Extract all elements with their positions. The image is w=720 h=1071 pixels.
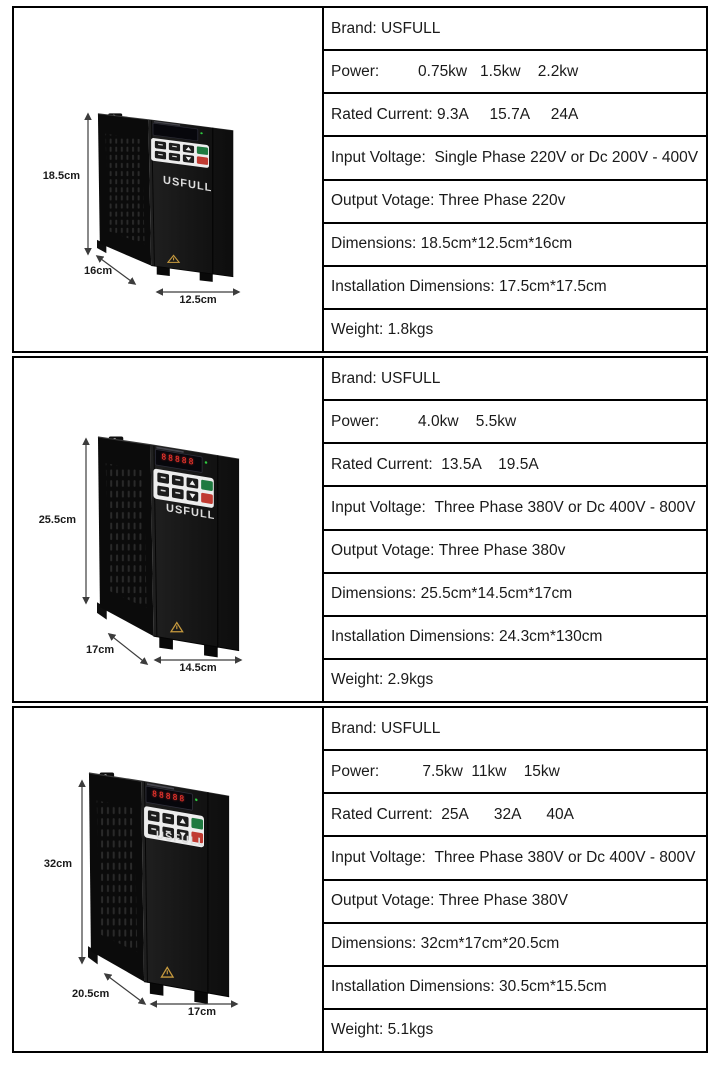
height-dimension-label: 18.5cm	[42, 170, 80, 182]
spec-value: 1.8kgs	[383, 321, 434, 339]
height-dimension-label: 32cm	[43, 858, 72, 870]
depth-dimension-label: 16cm	[84, 265, 113, 277]
spec-value: 13.5A 19.5A	[432, 455, 539, 473]
spec-value: Single Phase 220V or Dc 200V - 400V	[425, 148, 699, 166]
spec-label: Rated Current:	[331, 805, 433, 823]
spec-label: Output Votage:	[331, 542, 435, 560]
spec-row-brand	[324, 8, 706, 51]
spec-value: 5.1kgs	[383, 1021, 434, 1039]
product-section-1	[12, 6, 708, 353]
spec-label: Installation Dimensions:	[331, 278, 495, 296]
spec-row-output-voltage	[324, 881, 706, 924]
width-dimension-label: 17cm	[187, 1006, 217, 1018]
spec-label: Input Voltage:	[331, 498, 426, 516]
spec-row-input-voltage	[324, 837, 706, 880]
led-display: 88888	[152, 788, 187, 804]
spec-value: 9.3A 15.7A 24A	[432, 105, 579, 123]
spec-label: Dimensions:	[331, 585, 417, 603]
product-section-2	[12, 356, 708, 703]
spec-value: 7.5kw 11kw 15kw	[379, 762, 560, 780]
spec-row-input-voltage	[324, 137, 706, 180]
spec-row-installation-dimensions	[324, 267, 706, 310]
spec-row-power	[324, 401, 706, 444]
spec-table	[324, 8, 706, 351]
spec-value: 4.0kw 5.5kw	[379, 412, 517, 430]
spec-table	[324, 358, 706, 701]
spec-value: 25A 32A 40A	[432, 805, 575, 823]
spec-value: USFULL	[376, 719, 441, 737]
spec-row-power	[324, 51, 706, 94]
spec-row-weight	[324, 310, 706, 351]
spec-value: 24.3cm*130cm	[494, 628, 603, 646]
spec-row-input-voltage	[324, 487, 706, 530]
led-display: 88888	[161, 451, 196, 467]
spec-value: Three Phase 380V or Dc 400V - 800V	[425, 498, 696, 516]
spec-label: Dimensions:	[331, 935, 417, 953]
spec-label: Rated Current:	[331, 455, 433, 473]
width-dimension-label: 12.5cm	[179, 294, 217, 306]
spec-label: Installation Dimensions:	[331, 628, 495, 646]
depth-dimension-label: 17cm	[86, 644, 115, 656]
spec-label: Power:	[331, 62, 380, 80]
spec-label: Power:	[331, 412, 380, 430]
spec-label: Weight:	[331, 1021, 384, 1039]
spec-label: Rated Current:	[331, 105, 433, 123]
spec-row-rated-current	[324, 794, 706, 837]
spec-value: Three Phase 380V	[434, 892, 568, 910]
height-dimension-line	[82, 109, 94, 259]
spec-label: Dimensions:	[331, 235, 417, 253]
spec-table	[324, 708, 706, 1051]
spec-label: Power:	[331, 762, 380, 780]
depth-dimension-label: 20.5cm	[72, 988, 110, 1000]
height-dimension-line	[76, 776, 88, 968]
spec-label: Brand:	[331, 719, 377, 737]
spec-label: Weight:	[331, 671, 384, 689]
spec-label: Weight:	[331, 321, 384, 339]
spec-label: Input Voltage:	[331, 148, 426, 166]
spec-row-weight	[324, 660, 706, 701]
spec-label: Installation Dimensions:	[331, 978, 495, 996]
spec-value: 17.5cm*17.5cm	[494, 278, 607, 296]
spec-row-output-voltage	[324, 531, 706, 574]
product-image-cell	[14, 708, 324, 1051]
spec-value: USFULL	[376, 19, 441, 37]
spec-label: Brand:	[331, 369, 377, 387]
product-image-cell	[14, 8, 324, 351]
spec-value: 30.5cm*15.5cm	[494, 978, 607, 996]
spec-value: Three Phase 380v	[434, 542, 566, 560]
device-brand-label: USFULL	[156, 828, 206, 850]
spec-row-installation-dimensions	[324, 967, 706, 1010]
spec-label: Brand:	[331, 19, 377, 37]
height-dimension-label: 25.5cm	[38, 514, 76, 526]
spec-label: Output Votage:	[331, 892, 435, 910]
device-brand-label: USFULL	[162, 174, 213, 195]
spec-row-output-voltage	[324, 181, 706, 224]
spec-row-installation-dimensions	[324, 617, 706, 660]
spec-value: 2.9kgs	[383, 671, 434, 689]
spec-value: 25.5cm*14.5cm*17cm	[416, 585, 573, 603]
spec-row-brand	[324, 358, 706, 401]
spec-row-weight	[324, 1010, 706, 1051]
spec-label: Input Voltage:	[331, 848, 426, 866]
width-dimension-label: 14.5cm	[179, 662, 217, 674]
product-section-3	[12, 706, 708, 1053]
spec-row-rated-current	[324, 94, 706, 137]
spec-value: Three Phase 380V or Dc 400V - 800V	[425, 848, 696, 866]
spec-row-dimensions	[324, 924, 706, 967]
spec-row-brand	[324, 708, 706, 751]
spec-row-dimensions	[324, 224, 706, 267]
spec-row-rated-current	[324, 444, 706, 487]
spec-value: USFULL	[376, 369, 441, 387]
spec-sheet	[12, 6, 708, 1056]
height-dimension-line	[80, 434, 92, 608]
spec-value: 32cm*17cm*20.5cm	[416, 935, 560, 953]
spec-value: 18.5cm*12.5cm*16cm	[416, 235, 573, 253]
device-brand-label: USFULL	[165, 501, 215, 522]
spec-value: 0.75kw 1.5kw 2.2kw	[379, 62, 579, 80]
spec-row-dimensions	[324, 574, 706, 617]
spec-row-power	[324, 751, 706, 794]
spec-label: Output Votage:	[331, 192, 435, 210]
product-image-cell	[14, 358, 324, 701]
spec-value: Three Phase 220v	[434, 192, 566, 210]
